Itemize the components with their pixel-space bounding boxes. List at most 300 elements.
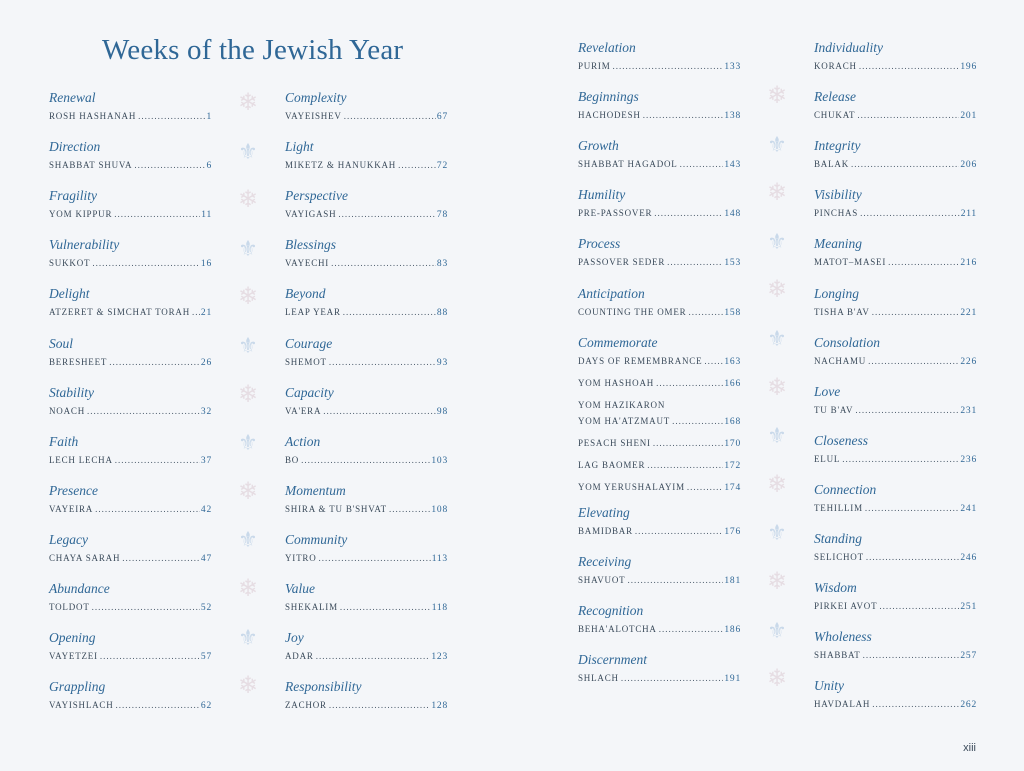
toc-entry[interactable] [49,237,212,270]
entry-label: TEHILLIM [814,502,863,513]
entry-page-number: 47 [200,553,212,564]
entry-label: ADAR [285,651,314,662]
dot-leader [301,454,430,466]
entry-label: MATOT–MASEI [814,257,887,268]
dot-leader [122,552,200,564]
dot-leader [659,623,724,635]
entry-theme: Value [285,581,315,596]
entry-label: CHAYA SARAH [49,552,121,563]
entry-label: SHIRA & TU B'SHVAT [285,503,387,514]
dot-leader [863,649,960,661]
page-title: Weeks of the Jewish Year [102,34,404,66]
toc-entry[interactable] [49,139,212,172]
toc-entry[interactable] [578,138,741,171]
dot-leader [319,552,431,564]
snowflake-icon: ❄ [237,381,259,408]
entry-theme: Visibility [814,187,862,203]
entry-label: LAG BAOMER [578,459,646,470]
entry-label: TU B'AV [814,404,854,415]
dot-leader [654,207,723,219]
entry-line [285,601,448,614]
entry-page-number: 186 [724,624,741,635]
entry-label: PINCHAS [814,208,859,219]
entry-page-number: 108 [431,504,448,515]
entry-label: SHABBAT [814,650,861,661]
entry-line [49,405,212,418]
snowflake-icon: ❄ [766,83,788,109]
entry-theme: Renewal [49,90,96,105]
dot-leader [688,306,723,318]
toc-entry[interactable] [814,286,977,319]
toc-entry[interactable] [285,483,448,516]
entry-page-number: 37 [200,455,212,466]
toc-entry[interactable] [285,139,448,172]
dot-leader [888,256,959,268]
toc-entry[interactable] [49,336,212,369]
entry-label: SHABBAT SHUVA [49,160,133,171]
entry-line [49,356,212,369]
entry-page-number: 113 [431,553,448,564]
entry-label: NACHAMU [814,355,867,366]
entry-theme: Blessings [285,237,337,253]
entry-page-number: 174 [724,482,741,493]
entry-page-number: 148 [724,209,741,220]
entry-line [578,355,741,368]
entry-line [49,257,212,270]
toc-entry[interactable] [285,286,448,319]
entry-theme: Connection [814,481,877,497]
entry-page-number: 241 [960,503,977,514]
snowflake-icon: ❄ [766,374,788,401]
toc-entry[interactable] [578,89,741,122]
dot-leader [879,600,959,612]
toc-entry[interactable] [578,603,741,636]
entry-line [49,306,212,319]
entry-label: SHEKALIM [285,602,338,612]
entry-theme: Capacity [285,384,334,400]
toc-entry[interactable] [578,286,741,319]
entry-theme: Grappling [49,679,106,695]
flame-icon: ⚜ [238,138,258,164]
entry-line [49,110,212,123]
entry-page-number: 88 [436,308,448,319]
toc-entry[interactable] [49,581,212,614]
flame-icon: ⚜ [767,326,787,351]
dot-leader [857,109,959,121]
snowflake-icon: ❄ [237,187,259,214]
entry-page-number: 226 [960,356,977,367]
entry-label: DAYS OF REMEMBRANCE [578,355,703,366]
entry-page-number: 172 [724,460,741,471]
dot-leader [872,698,959,710]
entry-page-number: 191 [724,674,741,684]
toc-entry[interactable] [285,385,448,418]
entry-page-number: 153 [724,258,741,269]
entry-line [814,306,977,319]
entry-theme: Anticipation [578,285,645,301]
snowflake-icon: ❄ [237,284,259,311]
entry-label: VAYETZEI [49,651,98,662]
entry-theme: Joy [285,630,304,646]
dot-leader [653,437,723,449]
entry-label: BEHA'ALOTCHA [578,623,657,634]
toc-entry[interactable] [285,90,448,123]
entry-line [49,601,212,614]
toc-entry[interactable] [49,286,212,319]
entry-page-number: 257 [960,651,977,662]
entry-line [49,650,212,663]
dot-leader [134,159,205,171]
entry-page-number: 123 [431,652,448,663]
entry-theme: Faith [49,433,79,449]
entry-label: NOACH [49,405,86,416]
entry-theme: Commemorate [578,334,658,350]
toc-entry[interactable] [814,580,977,613]
snowflake-icon: ❄ [237,673,259,700]
toc-entry[interactable] [285,581,448,614]
entry-line [285,405,448,418]
entry-line [814,207,977,220]
entry-page-number: 32 [200,406,212,417]
entry-line [49,159,212,172]
toc-entry[interactable] [814,433,977,466]
entry-theme: Integrity [814,138,861,154]
entry-page-number: 98 [436,406,448,417]
page-number: xiii [963,742,976,754]
entry-line [49,552,212,565]
entry-label: ZACHOR [285,700,327,711]
toc-entry[interactable] [285,679,448,712]
dot-leader [872,306,960,318]
entry-theme: Responsibility [285,679,362,695]
dot-leader [95,503,200,515]
entry-page-number: 128 [431,701,448,712]
entry-page-number: 78 [436,210,448,221]
dot-leader [343,306,436,318]
entry-line [578,109,741,122]
toc-entry[interactable] [49,188,212,221]
dot-leader [842,453,959,465]
dot-leader [114,208,200,220]
toc-entry[interactable] [578,187,741,220]
entry-label: SUKKOT [49,258,91,269]
entry-line [285,257,448,270]
entry-page-number: 26 [200,357,212,368]
entry-label: PURIM [578,61,611,71]
entry-label: BALAK [814,159,849,170]
toc-entry[interactable] [285,336,448,369]
entry-label: VAYIGASH [285,209,337,220]
entry-line [578,207,741,220]
entry-label: ROSH HASHANAH [49,111,137,121]
entry-line [578,459,741,472]
entry-line [285,454,448,467]
entry-label: PIRKEI AVOT [814,601,878,612]
entry-theme: Presence [49,482,98,498]
flame-icon: ⚜ [767,131,787,157]
entry-theme: Light [285,139,314,155]
entry-line [578,437,741,450]
dot-leader [647,459,723,471]
entry-theme: Standing [814,531,863,546]
toc-entry[interactable] [49,532,212,565]
entry-theme: Revelation [578,40,636,55]
flame-icon: ⚜ [238,333,258,358]
dot-leader [687,481,723,493]
dot-leader [667,256,723,268]
entry-line [285,159,448,172]
entry-page-number: 62 [200,701,212,712]
entry-line [285,208,448,221]
entry-theme: Longing [814,285,860,301]
entry-label: VAYEISHEV [285,111,342,121]
entry-line [578,415,741,428]
dot-leader [340,601,431,613]
dot-leader [860,207,960,219]
toc-entry[interactable] [49,630,212,663]
entry-theme: Opening [49,630,96,646]
entry-theme: Process [578,236,621,252]
entry-line [578,672,741,685]
toc-entry[interactable] [578,652,741,685]
entry-label: HAVDALAH [814,699,871,710]
toc-entry[interactable] [578,335,741,494]
toc-entry[interactable] [578,554,741,587]
entry-theme: Meaning [814,236,862,252]
toc-entry[interactable] [49,483,212,516]
entry-page-number: 138 [724,111,741,122]
entry-page-number: 1 [206,112,212,122]
toc-entry[interactable] [814,482,977,515]
entry-page-number: 231 [960,405,977,416]
entry-page-number: 181 [724,575,741,586]
toc-entry[interactable] [814,89,977,122]
entry-theme: Beyond [285,286,326,302]
dot-leader [704,355,723,367]
toc-entry[interactable] [578,40,741,73]
entry-label: TISHA B'AV [814,306,870,317]
entry-page-number: 133 [724,62,741,72]
entry-page-number: 83 [436,259,448,270]
toc-entry[interactable] [285,237,448,270]
toc-entry[interactable] [814,335,977,368]
flame-icon: ⚜ [767,423,787,449]
entry-theme: Courage [285,335,333,351]
entry-line [578,377,741,390]
entry-page-number: 72 [436,161,448,172]
entry-theme: Receiving [578,553,632,569]
entry-theme: Elevating [578,504,630,520]
entry-line [578,525,741,538]
entry-theme: Soul [49,335,74,351]
entry-label: VAYISHLACH [49,700,114,711]
toc-entry[interactable] [814,138,977,171]
dot-leader [865,502,959,514]
entry-page-number: 216 [960,258,977,269]
entry-line [49,454,212,467]
dot-leader [331,257,436,269]
dot-leader [859,60,960,72]
toc-entry[interactable] [285,188,448,221]
dot-leader [627,574,723,586]
toc-entry[interactable] [814,384,977,417]
entry-theme: Perspective [285,188,348,204]
flame-icon: ⚜ [238,527,258,553]
entry-line [814,502,977,515]
toc-entry[interactable] [578,505,741,538]
entry-label: PESACH SHENI [578,437,651,448]
entry-line [578,574,741,587]
toc-entry[interactable] [285,630,448,663]
entry-theme: Growth [578,138,619,154]
toc-entry[interactable] [285,532,448,565]
entry-label: ELUL [814,453,841,464]
entry-theme: Recognition [578,602,644,618]
entry-line [285,699,448,712]
entry-label: YOM HASHOAH [578,377,655,388]
entry-page-number: 118 [431,603,448,613]
entry-page-number: 168 [724,416,741,427]
entry-label: SELICHOT [814,552,864,562]
entry-theme: Delight [49,286,90,302]
toc-entry[interactable] [814,40,977,73]
dot-leader [851,158,959,170]
dot-leader [87,405,200,417]
entry-page-number: 176 [724,526,741,537]
snowflake-icon: ❄ [766,180,788,207]
dot-leader [656,377,723,389]
entry-page-number: 6 [206,161,212,172]
entry-theme: Fragility [49,188,97,204]
entry-theme: Action [285,433,321,449]
entry-line [578,158,741,171]
entry-label: YOM KIPPUR [49,209,113,220]
dot-leader [398,159,436,171]
entry-line [814,600,977,613]
entry-page-number: 42 [200,504,212,515]
entry-page-number: 52 [200,603,212,613]
entry-line [814,649,977,662]
entry-line [49,503,212,516]
entry-label: LEAP YEAR [285,307,341,318]
entry-page-number: 201 [960,111,977,122]
toc-entry[interactable] [49,434,212,467]
dot-leader [92,601,200,613]
entry-line [578,481,741,494]
toc-entry[interactable] [814,629,977,662]
dot-leader [138,110,205,122]
entry-theme: Wisdom [814,580,857,596]
snowflake-icon: ❄ [766,666,788,693]
entry-theme: Closeness [814,432,868,448]
entry-page-number: 16 [200,259,212,270]
snowflake-icon: ❄ [237,576,259,602]
toc-entry[interactable] [814,236,977,269]
entry-label: KORACH [814,61,857,71]
entry-page-number: 206 [960,160,977,171]
entry-theme: Complexity [285,90,347,105]
entry-page-number: 11 [201,210,212,221]
entry-label: PRE-PASSOVER [578,208,653,219]
toc-entry[interactable] [814,187,977,220]
entry-page-number: 262 [960,700,977,711]
dot-leader [613,60,724,72]
dot-leader [109,356,200,368]
entry-line [814,355,977,368]
snowflake-icon: ❄ [237,90,259,116]
entry-theme: Individuality [814,40,883,55]
flame-icon: ⚜ [767,617,787,643]
entry-theme: Momentum [285,482,346,498]
entry-line [285,503,448,516]
dot-leader [344,110,436,122]
dot-leader [680,158,724,170]
entry-line [285,110,448,123]
dot-leader [621,672,724,684]
entry-theme: Discernment [578,652,647,667]
entry-page-number: 251 [960,602,977,613]
dot-leader [672,415,723,427]
snowflake-icon: ❄ [237,478,259,505]
entry-page-number: 21 [200,308,212,319]
entry-theme: Vulnerability [49,237,120,253]
toc-entry[interactable] [814,678,977,711]
entry-label: HACHODESH [578,110,641,121]
snowflake-icon: ❄ [766,569,788,595]
dot-leader [338,208,435,220]
toc-entry[interactable] [49,90,212,123]
toc-entry[interactable] [49,679,212,712]
entry-label: SHEMOT [285,356,327,367]
entry-line [578,399,741,411]
entry-label: YOM HA'ATZMAUT [578,415,671,426]
flame-icon: ⚜ [767,228,787,254]
entry-label: COUNTING THE OMER [578,306,687,317]
entry-theme: Beginnings [578,89,639,105]
dot-leader [866,551,959,563]
entry-line [814,698,977,711]
entry-line [814,404,977,417]
toc-entry[interactable] [814,531,977,564]
entry-label: MIKETZ & HANUKKAH [285,160,397,171]
entry-theme: Direction [49,139,101,155]
entry-label: VAYECHI [285,258,330,269]
dot-leader [100,650,200,662]
toc-entry[interactable] [285,434,448,467]
entry-label: SHABBAT HAGADOL [578,159,678,170]
entry-page-number: 246 [960,553,977,563]
entry-theme: Humility [578,187,626,203]
entry-label: CHUKAT [814,110,856,121]
entry-theme: Legacy [49,531,88,547]
snowflake-icon: ❄ [766,277,788,304]
entry-theme: Wholeness [814,629,872,645]
entry-line [814,109,977,122]
entry-line [814,256,977,269]
entry-line [285,650,448,663]
entry-label: YOM HAZIKARON [578,399,666,410]
entry-line [285,306,448,319]
entry-label: BAMIDBAR [578,525,633,536]
flame-icon: ⚜ [238,624,258,650]
toc-entry[interactable] [49,385,212,418]
entry-page-number: 103 [431,455,448,466]
entry-page-number: 196 [960,62,977,72]
dot-leader [855,404,959,416]
entry-label: SHLACH [578,673,619,683]
toc-entry[interactable] [578,236,741,269]
entry-line [578,256,741,269]
